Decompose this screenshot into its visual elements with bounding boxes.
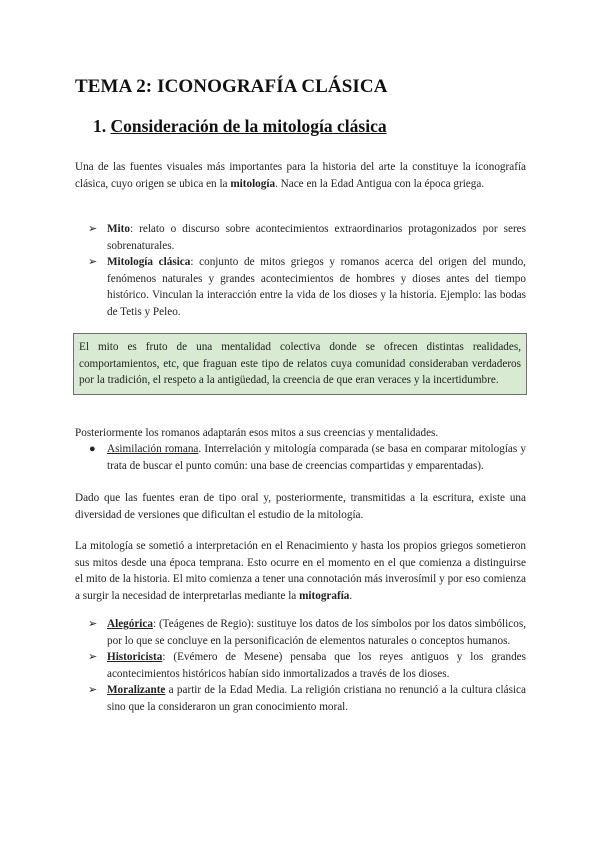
list-item <box>75 682 526 715</box>
renaissance-paragraph <box>75 538 526 604</box>
renaissance-bold-term: mitografía <box>299 589 350 602</box>
definition-text: : relato o discurso sobre acontecimientos extraordinarios protagonizados por seres sobrenaturales. <box>107 223 526 252</box>
interpretation-text: a partir de la Edad Media. La religión cristiana no renunció a la cultura clásica sino que la consideraron un gran conocimiento moral. <box>107 684 526 713</box>
definition-text: : conjunto de mitos griegos y romanos acerca del origen del mundo, fenómenos naturales y grandes acontecimientos de hombres y dioses antes del tiempo histórico. Vinculan la interacción entre la vida de los dioses y la historia. Ejemplo: las bodas de Tetis y Peleo. <box>107 256 526 318</box>
dot-bullet-icon: ● <box>89 443 96 455</box>
renaissance-text-after: . <box>349 589 353 602</box>
oral-paragraph: Dado que las fuentes eran de tipo oral y, posteriormente, transmitidas a la escritura, existe una diversidad de versiones que dificultan el estudio de la mitología. <box>75 492 526 521</box>
list-item <box>75 221 526 254</box>
interpretation-text: : (Teágenes de Regio): sustituye los datos de los símbolos por los datos simbólicos, por lo que se concluye en la personificación de elementos naturales o conceptos humanos. <box>107 618 526 647</box>
interpretation-term: Historicista <box>107 651 163 664</box>
list-item <box>75 616 526 649</box>
romans-paragraph: Posteriormente los romanos adaptarán esos mitos a sus creencias y mentalidades. <box>75 427 439 439</box>
list-item <box>75 649 526 682</box>
assimilation-text: . Interrelación y mitología comparada (se basa en comparar mitologías y trata de buscar el punto común: una base de creencias compartidas y emparentadas). <box>107 443 526 472</box>
section-heading <box>93 116 387 137</box>
section-title: Consideración de la mitología clásica <box>110 116 387 136</box>
list-item <box>75 441 526 474</box>
arrow-bullet-icon: ➢ <box>88 651 98 664</box>
definition-term: Mito <box>107 223 130 235</box>
section-number: 1. <box>93 116 107 136</box>
intro-bold-term: mitología <box>230 177 276 190</box>
definitions-list <box>75 221 526 321</box>
definition-term: Mitología clásica <box>107 256 191 269</box>
arrow-bullet-icon: ➢ <box>88 223 98 235</box>
assimilation-list <box>75 441 526 474</box>
assimilation-term: Asimilación romana <box>107 443 199 455</box>
arrow-bullet-icon: ➢ <box>88 684 98 697</box>
interpretations-list <box>75 616 526 716</box>
arrow-bullet-icon: ➢ <box>88 618 98 630</box>
interpretation-term: Moralizante <box>107 684 166 697</box>
renaissance-text-before: La mitología se sometió a interpretación en el Renacimiento y hasta los propios griegos sometieron sus mitos desde una época temprana. Esto ocurre en el momento en el que comienza a distinguirse el mito de la historia. El mito comienza a tener una connotación más inverosímil y por eso comienza a surgir la necesidad de interpretarlas mediante la <box>75 540 526 602</box>
list-item <box>75 254 526 320</box>
arrow-bullet-icon: ➢ <box>88 256 98 269</box>
highlight-box: El mito es fruto de una mentalidad colectiva donde se ofrecen distintas realidades, comportamientos, etc, que fraguan este tipo de relatos cuya comunidad consideraban verdaderos por la tradición, el respeto a la antigüedad, la creencia de que eran veraces y la incertidumbre. <box>73 333 527 395</box>
intro-text-before: Una de las fuentes visuales más importantes para la historia del arte la constituye la iconografía clásica, cuyo origen se ubica en la <box>75 161 526 190</box>
interpretation-term: Alegórica <box>107 618 153 630</box>
intro-paragraph <box>75 159 526 192</box>
intro-text-after: . Nace en la Edad Antigua con la época griega. <box>275 177 485 190</box>
interpretation-text: : (Evémero de Mesene) pensaba que los reyes antiguos y los grandes acontecimientos históricos habían sido inmortalizados a través de los dioses. <box>107 651 526 680</box>
page-title: TEMA 2: ICONOGRAFÍA CLÁSICA <box>75 76 388 97</box>
